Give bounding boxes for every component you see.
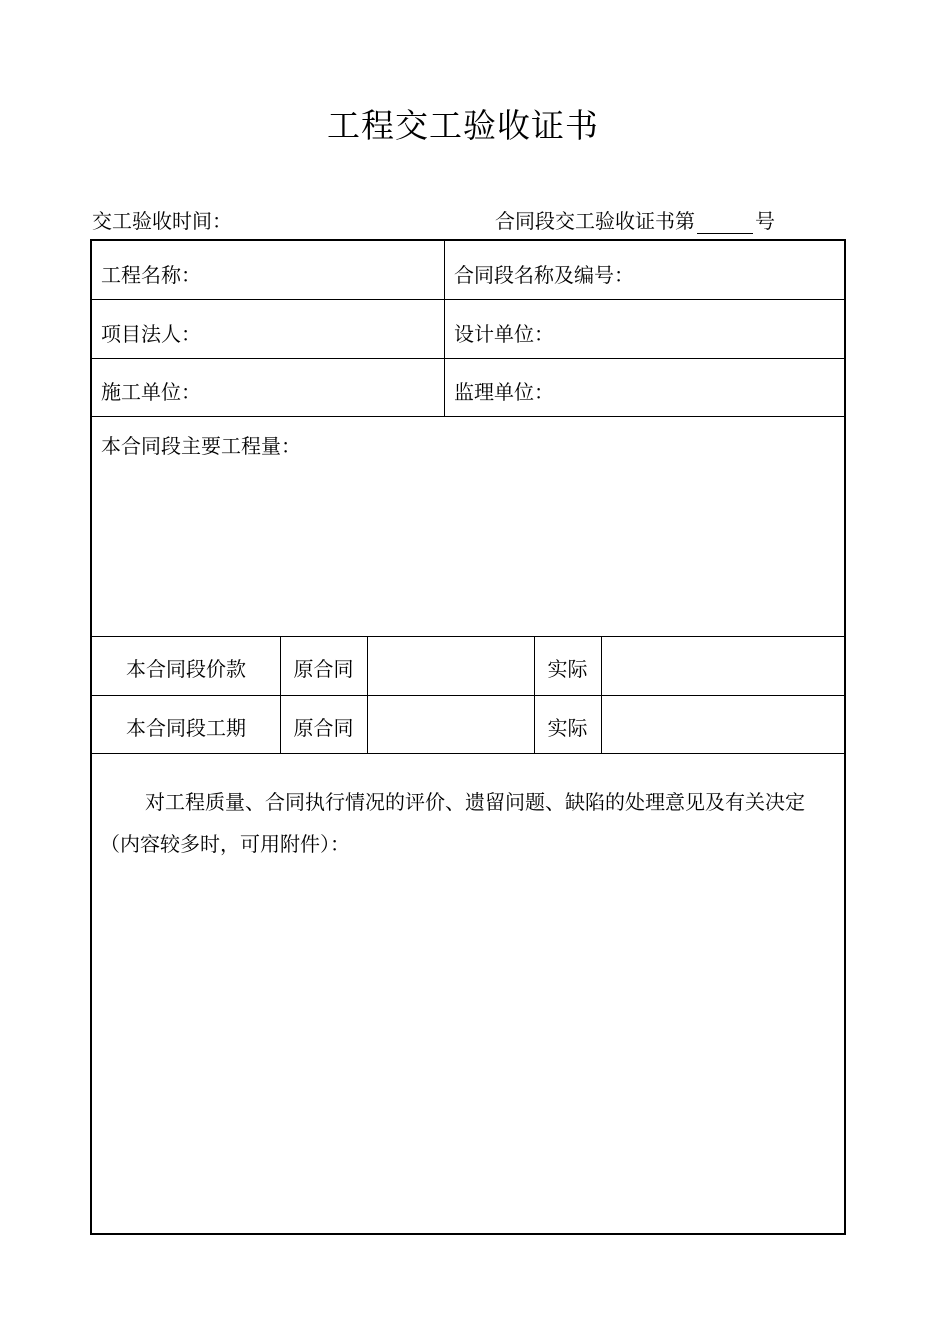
price-actual-label: 实际 [547, 657, 588, 681]
contract-price-label: 本合同段价款 [126, 657, 246, 681]
period-original-label: 原合同 [293, 716, 354, 740]
project-name-label: 工程名称： [101, 263, 201, 287]
column-divider [367, 636, 368, 753]
period-actual-label: 实际 [547, 716, 588, 740]
document-title: 工程交工验收证书 [327, 106, 599, 145]
opinion-section [92, 753, 844, 1233]
certificate-number-blank[interactable] [697, 211, 753, 234]
certificate-number-line [495, 205, 775, 234]
row-divider [92, 416, 844, 417]
section-name-label: 合同段名称及编号： [454, 263, 634, 287]
row-divider [92, 299, 844, 300]
design-unit-label: 设计单位： [454, 322, 554, 346]
column-divider [601, 636, 602, 753]
certificate-number-suffix: 号 [755, 209, 775, 233]
legal-person-label: 项目法人： [101, 322, 201, 346]
construction-unit-label: 施工单位： [101, 380, 201, 404]
opinion-text: 对工程质量、合同执行情况的评价、遗留问题、缺陷的处理意见及有关决定（内容较多时，可用附件）： [100, 790, 805, 856]
contract-period-label: 本合同段工期 [126, 716, 246, 740]
acceptance-time-label: 交工验收时间： [92, 209, 232, 233]
row-divider [92, 695, 844, 696]
main-quantities-label: 本合同段主要工程量： [101, 434, 301, 458]
supervision-unit-label: 监理单位： [454, 380, 554, 404]
certificate-number-prefix: 合同段交工验收证书第 [495, 209, 695, 233]
row-divider [92, 358, 844, 359]
acceptance-form-table [90, 239, 846, 1235]
row-divider [92, 636, 844, 637]
column-divider [444, 241, 445, 416]
price-original-label: 原合同 [293, 657, 354, 681]
